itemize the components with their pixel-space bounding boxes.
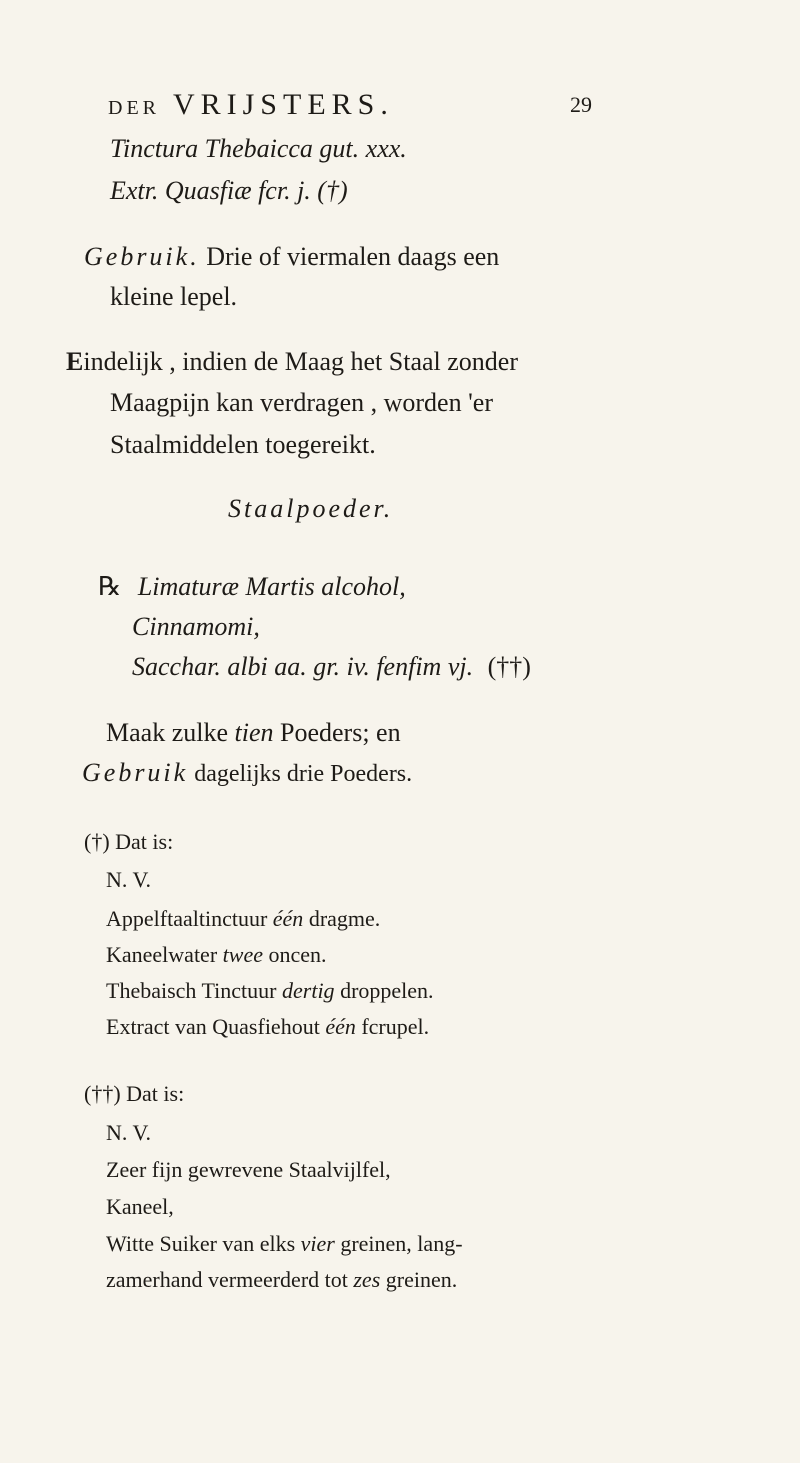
recipe-line-tinctura: Tinctura Thebaicca gut. xxx. bbox=[110, 134, 407, 163]
footnote-mark: (††) bbox=[487, 652, 531, 681]
footnote-1-heading bbox=[84, 829, 173, 855]
running-header bbox=[108, 88, 592, 122]
text: fcrupel. bbox=[361, 1014, 430, 1039]
instruction-line-2 bbox=[82, 758, 412, 788]
footnote-1-line-b bbox=[106, 942, 327, 968]
footnote-1-line-d bbox=[106, 1014, 429, 1040]
usage-line-2: kleine lepel. bbox=[110, 282, 238, 311]
text: greinen. bbox=[385, 1267, 458, 1292]
text: Thebaisch Tinctuur bbox=[106, 978, 277, 1003]
usage-line-1 bbox=[84, 242, 499, 272]
recipe-ingredient-2: Cinnamomi, bbox=[132, 612, 260, 641]
text: Witte Suiker van elks bbox=[106, 1231, 296, 1256]
paragraph-line-1 bbox=[66, 347, 518, 377]
instruction-line-1 bbox=[106, 718, 401, 748]
footnote-2-intro: Dat is: bbox=[126, 1081, 185, 1106]
footnote-2-mark: (††) bbox=[84, 1081, 121, 1106]
emphasis: dertig bbox=[282, 978, 335, 1003]
recipe-symbol: ℞ bbox=[98, 572, 122, 601]
footnote-1-line-a bbox=[106, 906, 380, 932]
footnote-2-line-a: Zeer fijn gewrevene Staalvijlfel, bbox=[106, 1157, 391, 1182]
emphasis: één bbox=[325, 1014, 356, 1039]
text: oncen. bbox=[268, 942, 327, 967]
footnote-1-mark: (†) bbox=[84, 829, 110, 854]
header-title: VRIJSTERS. bbox=[172, 88, 394, 121]
instruction-text-a: Maak zulke bbox=[106, 718, 229, 747]
instruction-emphasis: tien bbox=[234, 718, 274, 747]
recipe-ingredient-3: Sacchar. albi aa. gr. iv. fenfim vj. bbox=[132, 652, 474, 681]
footnote-2-line-b: Kaneel, bbox=[106, 1194, 174, 1219]
footnote-1-nv: N. V. bbox=[106, 867, 152, 892]
usage-label: Gebruik. bbox=[84, 242, 200, 271]
usage-label-2: Gebruik bbox=[82, 758, 189, 787]
usage-text: Drie of viermalen daags een bbox=[206, 242, 500, 271]
emphasis: zes bbox=[353, 1267, 381, 1292]
text: zamerhand vermeerderd tot bbox=[106, 1267, 348, 1292]
footnote-1-intro: Dat is: bbox=[115, 829, 174, 854]
text: Appelftaaltinctuur bbox=[106, 906, 268, 931]
footnote-2-heading bbox=[84, 1081, 184, 1107]
usage-text-2: dagelijks drie Poeders. bbox=[194, 761, 413, 787]
footnote-2-line-d bbox=[106, 1267, 457, 1293]
recipe-line-extract: Extr. Quasfiæ fcr. j. (†) bbox=[110, 176, 348, 205]
emphasis: twee bbox=[222, 942, 263, 967]
drop-initial: E bbox=[66, 347, 84, 376]
section-title: Staalpoeder. bbox=[228, 494, 394, 523]
text: dragme. bbox=[308, 906, 381, 931]
paragraph-text-1: indelijk , indien de Maag het Staal zonder bbox=[83, 347, 518, 376]
recipe-line-limaturae bbox=[98, 572, 406, 602]
header-prefix: DER bbox=[108, 97, 160, 119]
emphasis: vier bbox=[300, 1231, 335, 1256]
footnote-2-line-c bbox=[106, 1231, 463, 1257]
footnote-2-nv: N. V. bbox=[106, 1120, 152, 1145]
page-number: 29 bbox=[570, 92, 592, 117]
text: droppelen. bbox=[340, 978, 434, 1003]
text: Kaneelwater bbox=[106, 942, 218, 967]
recipe-line-sacchar bbox=[132, 652, 531, 682]
paragraph-line-2: Maagpijn kan verdragen , worden 'er bbox=[110, 388, 493, 417]
paragraph-line-3: Staalmiddelen toegereikt. bbox=[110, 430, 376, 459]
instruction-text-b: Poeders; en bbox=[280, 718, 401, 747]
emphasis: één bbox=[272, 906, 304, 931]
text: greinen, lang- bbox=[340, 1231, 463, 1256]
footnote-1-line-c bbox=[106, 978, 434, 1004]
text: Extract van Quasfiehout bbox=[106, 1014, 320, 1039]
recipe-ingredient-1: Limaturæ Martis alcohol, bbox=[137, 572, 406, 601]
